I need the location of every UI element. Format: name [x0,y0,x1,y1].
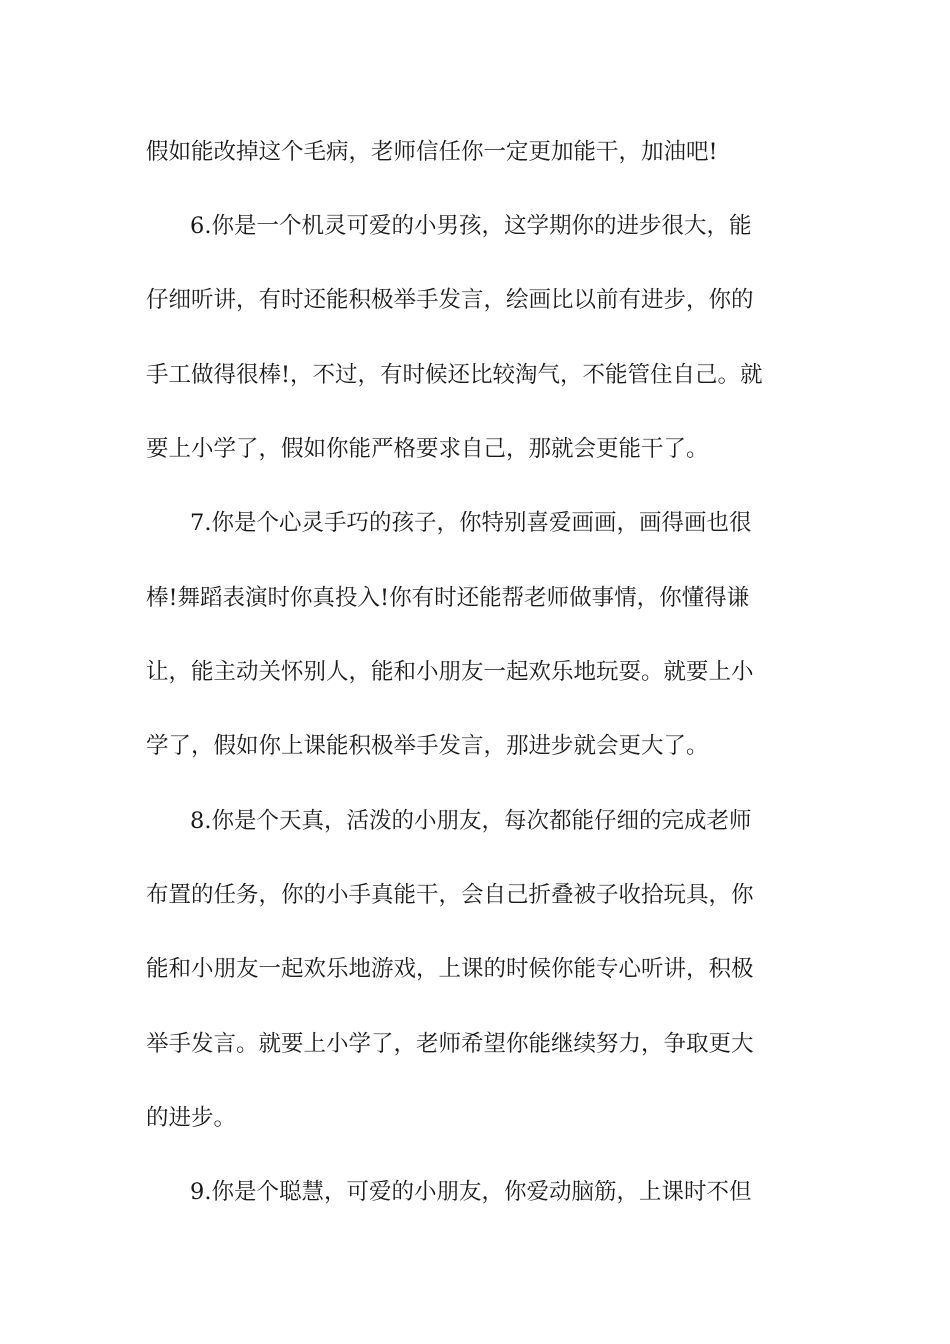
text-line: 仔细听讲，有时还能积极举手发言，绘画比以前有进步，你的 [146,287,754,313]
paragraph-7-start: 7.你是个心灵手巧的孩子，你特别喜爱画画，画得画也很 [190,510,752,536]
paragraph-8-start: 8.你是个天真，活泼的小朋友，每次都能仔细的完成老师 [190,808,752,834]
text-line: 的进步。 [146,1105,237,1131]
text-line: 手工做得很棒!，不过，有时候还比较淘气，不能管住自己。就 [146,362,763,388]
text-line: 能和小朋友一起欢乐地游戏，上课的时候你能专心听讲，积极 [146,956,754,982]
text-line: 学了，假如你上课能积极举手发言，那进步就会更大了。 [146,733,709,759]
text-line: 棒!舞蹈表演时你真投入!你有时还能帮老师做事情，你懂得谦 [146,585,750,611]
text-line: 要上小学了，假如你能严格要求自己，那就会更能干了。 [146,436,709,462]
text-line: 让，能主动关怀别人，能和小朋友一起欢乐地玩耍。就要上小 [146,659,754,685]
text-line: 假如能改掉这个毛病，老师信任你一定更加能干，加油吧! [146,139,718,165]
paragraph-9-start: 9.你是个聪慧，可爱的小朋友，你爱动脑筋，上课时不但 [190,1179,752,1205]
paragraph-6-start: 6.你是一个机灵可爱的小男孩，这学期你的进步很大，能 [190,213,752,239]
text-line: 举手发言。就要上小学了，老师希望你能继续努力，争取更大 [146,1031,754,1057]
text-line: 布置的任务，你的小手真能干，会自己折叠被子收拾玩具，你 [146,882,754,908]
